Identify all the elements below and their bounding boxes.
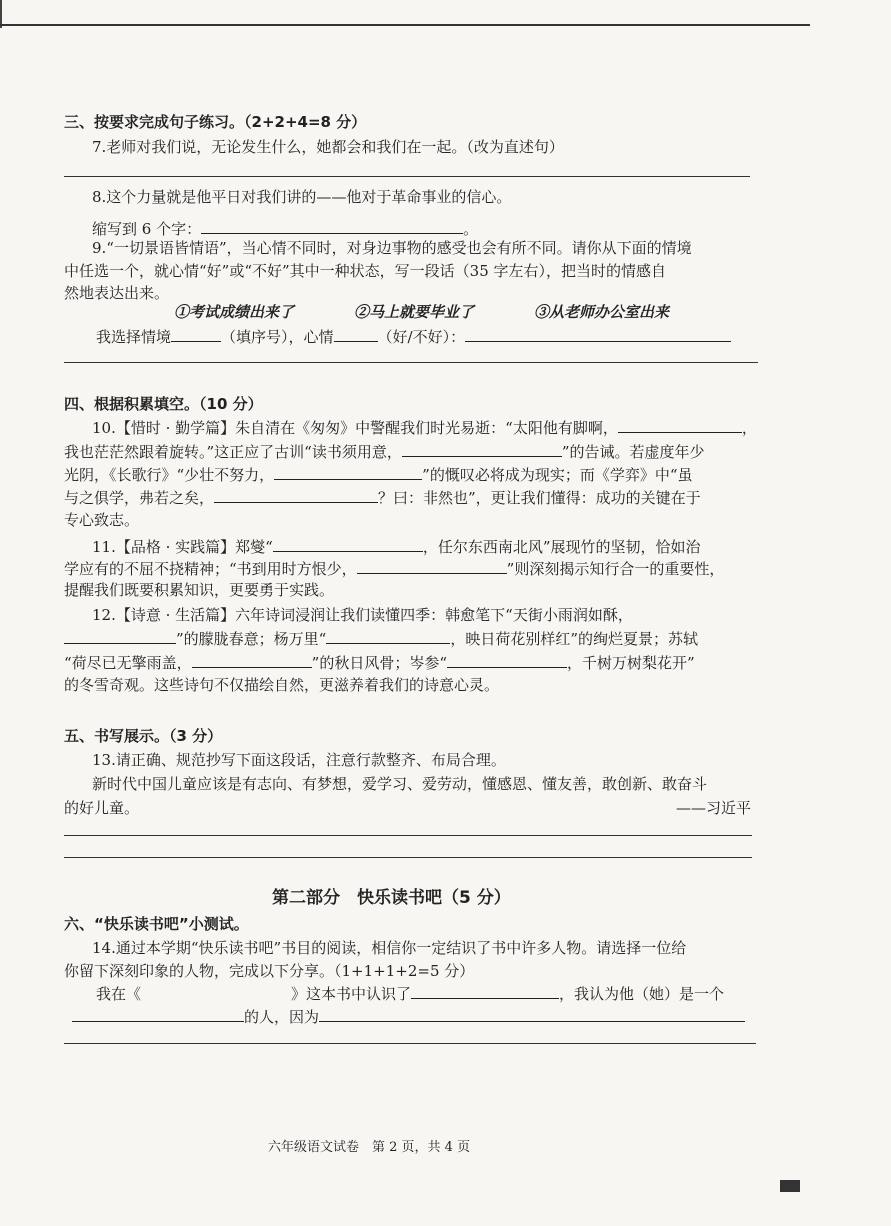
q10-blank-1[interactable] <box>618 417 742 433</box>
q12-l3-text: “荷尽已无擎雨盖， <box>64 654 192 672</box>
q11-blank-1[interactable] <box>273 536 423 552</box>
part-2-title: 第二部分 快乐读书吧（5 分） <box>272 888 511 908</box>
section-4-title: 四、根据积累填空。（10 分） <box>64 395 263 413</box>
q10-blank-3[interactable] <box>274 464 422 480</box>
q10-l3-end: ”的慨叹必将成为现实；而《学弈》中“虽 <box>422 466 693 484</box>
quote-signature: ——习近平 <box>676 799 752 817</box>
mood-blank[interactable] <box>334 326 378 342</box>
q8-sub-label: 缩写到 6 个字： <box>92 220 202 238</box>
q10-l4-text: 与之俱学，弗若之矣， <box>64 489 215 507</box>
q8-sub <box>92 218 478 239</box>
q14-s-c: ，我认为他（她）是一个 <box>559 985 725 1003</box>
q9-choose-line <box>96 326 731 347</box>
q9-line1: 9.“一切景语皆情语”，当心情不同时，对身边事物的感受也会有所不同。请你从下面的情境 <box>92 239 692 257</box>
q10-l1-text: 10.【惜时 · 勤学篇】朱自清在《匆匆》中警醒我们时光易逝：“太阳他有脚啊， <box>92 419 618 437</box>
q9-answer-blank[interactable] <box>465 326 731 342</box>
section-6-title: 六、“快乐读书吧”小测试。 <box>64 915 249 933</box>
trait-blank[interactable] <box>72 1006 244 1022</box>
q14-s-a: 我在《 <box>96 985 142 1003</box>
q10-l1-end: ， <box>741 419 757 437</box>
q8-text: 8.这个力量就是他平日对我们讲的——他对于革命事业的信心。 <box>92 188 512 206</box>
page-footer: 六年级语文试卷 第 2 页，共 4 页 <box>268 1140 471 1155</box>
q14-sentence-line2 <box>72 1006 745 1027</box>
choose-label-b: （填序号），心情 <box>221 328 334 346</box>
q11-l1-text: 11.【品格 · 实践篇】郑燮“ <box>92 538 273 556</box>
q10-blank-4[interactable] <box>214 487 378 503</box>
copy-paragraph-line2: 的好儿童。 <box>64 799 140 817</box>
q12-blank-4[interactable] <box>447 652 567 668</box>
scan-border-line <box>0 24 810 26</box>
writing-line-1[interactable] <box>64 835 752 836</box>
q11-blank-2[interactable] <box>357 558 507 574</box>
q9-answer-line-2[interactable] <box>64 362 758 363</box>
q9-line3: 然地表达出来。 <box>64 284 170 302</box>
option-1: ①考试成绩出来了 <box>174 303 295 321</box>
scenario-blank[interactable] <box>171 326 221 342</box>
q12-l3-end: ，千树万树梨花开” <box>567 654 695 672</box>
writing-line-2[interactable] <box>64 857 752 858</box>
reason-line-2[interactable] <box>64 1043 756 1044</box>
q10-l2-text: 我也茫茫然跟着旋转。”这正应了古训“读书须用意， <box>64 443 402 461</box>
q12-blank-3[interactable] <box>192 652 312 668</box>
q12-line3 <box>64 652 695 673</box>
q12-l2-text: ”的朦胧春意；杨万里“ <box>176 630 327 648</box>
q11-line2 <box>64 558 724 579</box>
q11-line3: 提醒我们既要积累知识，更要勇于实践。 <box>64 581 335 599</box>
q12-l3-mid: ”的秋日风骨；岑参“ <box>311 654 448 672</box>
q10-line1 <box>92 417 757 438</box>
q10-l2-end: ”的告诫。若虚度年少 <box>561 443 705 461</box>
q14-sentence-line1 <box>96 983 724 1004</box>
q7-answer-line[interactable] <box>64 176 750 177</box>
q12-line2 <box>64 628 698 649</box>
reason-blank[interactable] <box>319 1006 745 1022</box>
q14-line2: 你留下深刻印象的人物，完成以下分享。（1+1+1+2=5 分） <box>64 962 475 980</box>
q12-blank-1[interactable] <box>64 628 176 644</box>
scan-marker <box>780 1180 800 1192</box>
q9-line2: 中任选一个，就心情“好”或“不好”其中一种状态，写一段话（35 字左右），把当时的情感自 <box>64 262 667 280</box>
q13-text: 13.请正确、规范抄写下面这段话，注意行款整齐、布局合理。 <box>92 751 506 769</box>
section-5-title: 五、书写展示。（3 分） <box>64 727 223 745</box>
q7-text: 7.老师对我们说，无论发生什么，她都会和我们在一起。（改为直述句） <box>92 138 564 156</box>
q10-line3 <box>64 464 693 485</box>
copy-paragraph-line1: 新时代中国儿童应该是有志向、有梦想，爱学习、爱劳动，懂感恩、懂友善，敢创新、敢奋斗 <box>92 775 708 793</box>
q10-blank-2[interactable] <box>402 441 562 457</box>
q8-blank[interactable] <box>201 218 463 234</box>
q10-line2 <box>64 441 705 462</box>
choose-label-a: 我选择情境 <box>96 328 172 346</box>
choose-label-c: （好/不好）： <box>377 328 466 346</box>
q11-l2-end: ”则深刻揭示知行合一的重要性， <box>506 560 725 578</box>
section-3-title: 三、按要求完成句子练习。（2+2+4=8 分） <box>64 113 367 131</box>
q12-line1: 12.【诗意 · 生活篇】六年诗词浸润让我们读懂四季：韩愈笔下“天街小雨润如酥， <box>92 606 633 624</box>
option-2: ②马上就要毕业了 <box>354 303 475 321</box>
q10-l4-end: ？曰：非然也”，更让我们懂得：成功的关键在于 <box>378 489 701 507</box>
q12-line4: 的冬雪奇观。这些诗句不仅描绘自然，更滋养着我们的诗意心灵。 <box>64 676 500 694</box>
q11-line1 <box>92 536 701 557</box>
q14-s-d: 的人，因为 <box>244 1008 320 1026</box>
q14-s-b: 》这本书中认识了 <box>291 985 412 1003</box>
q11-l2-text: 学应有的不屈不挠精神；“书到用时方恨少， <box>64 560 357 578</box>
q11-l1-end: ，任尔东西南北风”展现竹的坚韧，恰如治 <box>422 538 701 556</box>
q10-line4 <box>64 487 701 508</box>
q12-l2-end: ，映日荷花别样红”的绚烂夏景；苏轼 <box>450 630 699 648</box>
q10-l3-text: 光阴，《长歌行》“少壮不努力， <box>64 466 275 484</box>
q14-line1: 14.通过本学期“快乐读书吧”书目的阅读，相信你一定结识了书中许多人物。请选择一位给 <box>92 939 687 957</box>
option-3: ③从老师办公室出来 <box>534 303 670 321</box>
q12-blank-2[interactable] <box>326 628 450 644</box>
q10-line5: 专心致志。 <box>64 511 140 529</box>
q8-sub-end: 。 <box>463 220 479 238</box>
character-blank[interactable] <box>411 983 559 999</box>
